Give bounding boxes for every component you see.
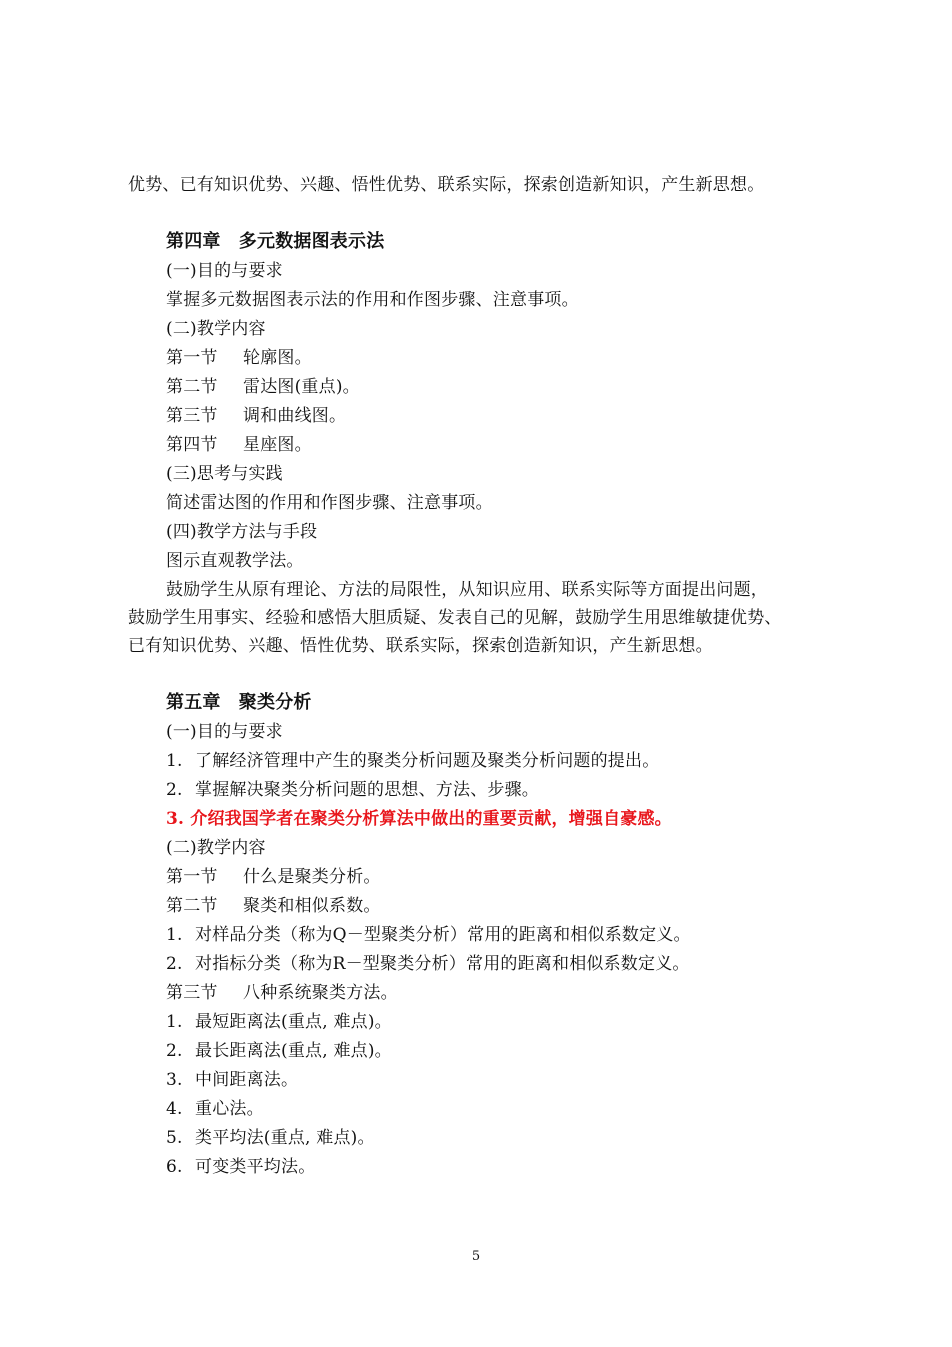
section-text: 星座图。 xyxy=(243,435,312,455)
chapter4-heading-goals: (一)目的与要求 xyxy=(166,261,283,281)
chapter4-section xyxy=(166,376,360,398)
item-text: 可变类平均法。 xyxy=(195,1157,316,1177)
chapter4-heading-practice: (三)思考与实践 xyxy=(166,464,283,484)
item-text: 对指标分类（称为R－型聚类分析）常用的距离和相似系数定义。 xyxy=(195,954,690,974)
chapter4-practice-text: 简述雷达图的作用和作图步骤、注意事项。 xyxy=(166,493,493,513)
item-number: 6. xyxy=(166,1157,183,1177)
section-label: 第四节 xyxy=(166,435,218,455)
chapter5-section xyxy=(166,895,381,917)
chapter5-heading-goals: (一)目的与要求 xyxy=(166,722,283,742)
chapter5-goal-item xyxy=(166,779,539,801)
chapter4-goals-text: 掌握多元数据图表示法的作用和作图步骤、注意事项。 xyxy=(166,290,579,310)
chapter5-method-item xyxy=(166,1098,264,1120)
section-text: 聚类和相似系数。 xyxy=(243,896,381,916)
chapter4-section xyxy=(166,405,346,427)
paragraph-continuation: 优势、已有知识优势、兴趣、悟性优势、联系实际，探索创造新知识，产生新思想。 xyxy=(128,175,765,195)
chapter4-heading-methods: (四)教学方法与手段 xyxy=(166,522,318,542)
item-text: 最长距离法(重点, 难点)。 xyxy=(195,1041,392,1061)
chapter5-method-item xyxy=(166,1156,315,1178)
chapter4-heading-content: (二)教学内容 xyxy=(166,319,266,339)
chapter4-section xyxy=(166,434,312,456)
chapter5-method-item xyxy=(166,1069,298,1091)
chapter4-section xyxy=(166,347,312,369)
chapter5-goal-item xyxy=(166,750,659,772)
item-number: 2. xyxy=(166,1041,183,1061)
item-text: 了解经济管理中产生的聚类分析问题及聚类分析问题的提出。 xyxy=(195,751,660,771)
chapter4-methods-text: 图示直观教学法。 xyxy=(166,551,304,571)
section-label: 第二节 xyxy=(166,377,218,397)
chapter5-method-item xyxy=(166,1011,392,1033)
item-number: 5. xyxy=(166,1128,183,1148)
chapter4-paragraph-line: 已有知识优势、兴趣、悟性优势、联系实际，探索创造新知识，产生新思想。 xyxy=(128,636,713,656)
item-number: 3. xyxy=(166,1070,183,1090)
item-number: 1. xyxy=(166,751,183,771)
item-text: 最短距离法(重点, 难点)。 xyxy=(195,1012,392,1032)
item-text: 中间距离法。 xyxy=(195,1070,299,1090)
chapter4-paragraph-line: 鼓励学生用事实、经验和感悟大胆质疑、发表自己的见解，鼓励学生用思维敏捷优势、 xyxy=(128,608,782,628)
item-number: 1. xyxy=(166,1012,183,1032)
chapter5-sec2-item xyxy=(166,953,690,975)
item-text: 掌握解决聚类分析问题的思想、方法、步骤。 xyxy=(195,780,539,800)
item-number: 2. xyxy=(166,954,183,974)
section-text: 什么是聚类分析。 xyxy=(243,867,381,887)
section-text: 调和曲线图。 xyxy=(243,406,347,426)
item-number: 2. xyxy=(166,780,183,800)
section-text: 八种系统聚类方法。 xyxy=(243,983,398,1003)
page-number: 5 xyxy=(471,1249,481,1264)
chapter5-section xyxy=(166,866,381,888)
chapter5-heading-content: (二)教学内容 xyxy=(166,838,266,858)
item-text: 类平均法(重点, 难点)。 xyxy=(195,1128,375,1148)
chapter4-title: 第四章 多元数据图表示法 xyxy=(166,231,385,252)
section-text: 雷达图(重点)。 xyxy=(243,377,360,397)
chapter5-method-item xyxy=(166,1127,375,1149)
chapter5-method-item xyxy=(166,1040,392,1062)
chapter5-sec2-item xyxy=(166,924,691,946)
chapter5-title: 第五章 聚类分析 xyxy=(166,692,312,713)
section-text: 轮廓图。 xyxy=(243,348,312,368)
chapter5-section xyxy=(166,982,398,1004)
section-label: 第一节 xyxy=(166,867,218,887)
section-label: 第三节 xyxy=(166,983,218,1003)
chapter5-highlight-goal: 3. 介绍我国学者在聚类分析算法中做出的重要贡献，增强自豪感。 xyxy=(166,809,672,829)
item-text: 对样品分类（称为Q－型聚类分析）常用的距离和相似系数定义。 xyxy=(195,925,691,945)
section-label: 第二节 xyxy=(166,896,218,916)
item-number: 4. xyxy=(166,1099,183,1119)
section-label: 第三节 xyxy=(166,406,218,426)
item-number: 1. xyxy=(166,925,183,945)
chapter4-paragraph-line: 鼓励学生从原有理论、方法的局限性，从知识应用、联系实际等方面提出问题， xyxy=(166,580,768,600)
section-label: 第一节 xyxy=(166,348,218,368)
item-text: 重心法。 xyxy=(195,1099,264,1119)
